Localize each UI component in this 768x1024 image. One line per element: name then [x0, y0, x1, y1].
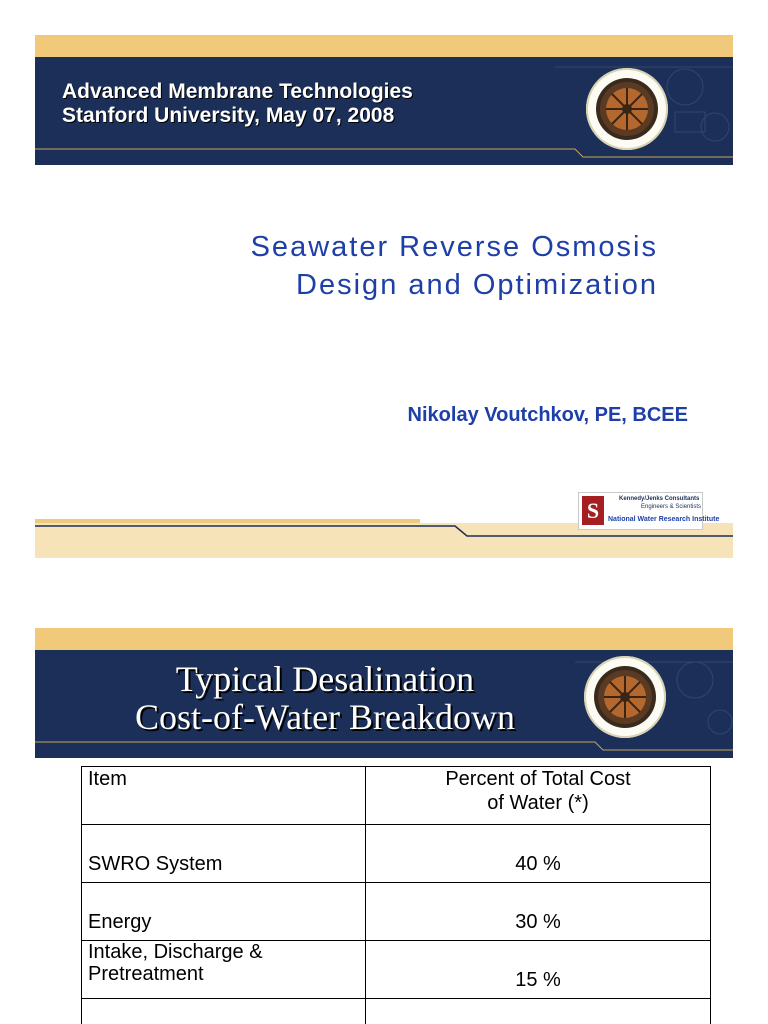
row-percent: 15 %	[366, 941, 711, 999]
conference-date: Stanford University, May 07, 2008	[62, 104, 395, 127]
conference-name: Advanced Membrane Technologies	[62, 80, 413, 103]
row-percent: 40 %	[366, 825, 711, 883]
header-percent-line1: Percent of Total Cost	[445, 768, 631, 790]
row-item-line2: Pretreatment	[88, 963, 204, 985]
cost-breakdown-slide	[35, 628, 733, 1024]
row-item	[82, 941, 366, 999]
table-row	[82, 941, 711, 999]
membrane-logo	[586, 68, 668, 150]
membrane-element-icon	[594, 666, 656, 728]
table-header-row	[82, 767, 711, 825]
kennedy-jenks-tagline: Engineers & Scientists	[641, 504, 702, 510]
header-item-label: Item	[88, 768, 127, 790]
header-banner	[35, 57, 733, 165]
header-percent-line2: of Water (*)	[487, 792, 589, 814]
row-item-line1: Intake, Discharge &	[88, 941, 263, 963]
row-percent: 30 %	[366, 883, 711, 941]
gold-top-stripe	[35, 628, 733, 650]
membrane-logo	[584, 656, 666, 738]
nwri-logo: National Water Research Institute	[608, 516, 720, 523]
presentation-title-line1: Seawater Reverse Osmosis	[250, 231, 658, 263]
stanford-logo: S	[582, 496, 604, 525]
table-row	[82, 883, 711, 941]
row-percent-empty	[366, 999, 711, 1024]
title-slide	[35, 35, 733, 558]
membrane-element-icon	[596, 78, 658, 140]
table-row	[82, 999, 711, 1024]
kennedy-jenks-logo: Kennedy/Jenks Consultants	[619, 496, 700, 502]
author-name: Nikolay Voutchkov, PE, BCEE	[407, 404, 688, 426]
header-percent	[366, 767, 711, 825]
slide-title-line2: Cost-of-Water Breakdown	[135, 697, 515, 737]
cost-breakdown-table	[81, 766, 711, 1024]
header-item	[82, 767, 366, 825]
presentation-title-line2: Design and Optimization	[296, 269, 658, 301]
partner-logos	[578, 492, 720, 530]
row-item: SWRO System	[82, 825, 366, 883]
row-item-empty	[82, 999, 366, 1024]
slide-title-line1: Typical Desalination	[175, 659, 475, 699]
gold-top-stripe	[35, 35, 733, 57]
header-banner	[35, 650, 733, 758]
table-row	[82, 825, 711, 883]
row-item: Energy	[82, 883, 366, 941]
